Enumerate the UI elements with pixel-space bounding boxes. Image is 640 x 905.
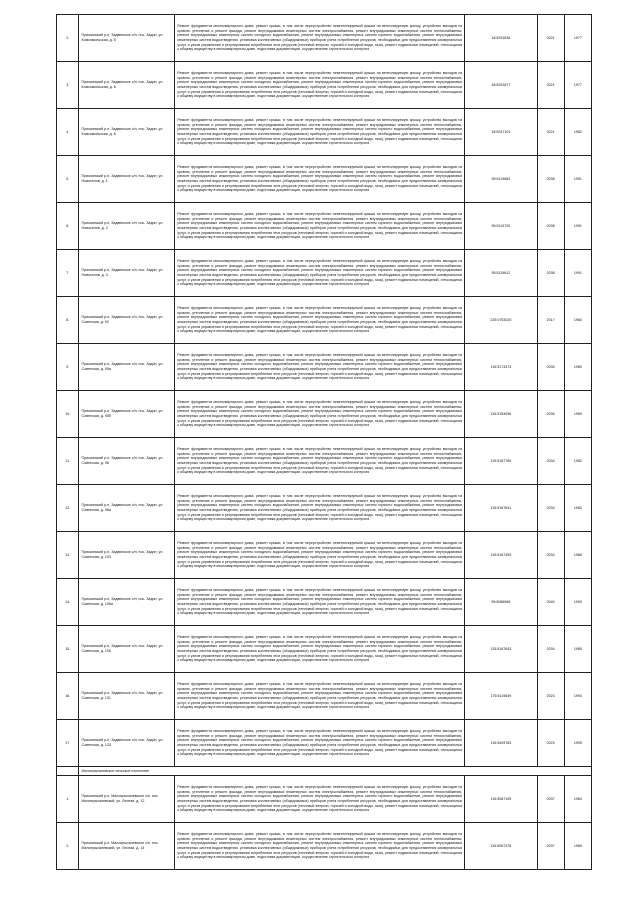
- row-number: 16.: [57, 673, 79, 720]
- row-address: Приокинский р-н, Задвинское с/п, пос. Задин, ул. Комсомольская, д. 5: [79, 15, 175, 62]
- row-planned-year: 2034: [537, 438, 564, 485]
- row-cadastral-number: 115:5187765: [465, 438, 537, 485]
- row-address: Приокинский р-н, Задвинское с/п, пос. Задин, ул. Советская, д. 95а: [79, 344, 175, 391]
- row-work-description: [175, 15, 465, 62]
- row-number: 8.: [57, 297, 79, 344]
- row-address: Приокинский р-н, Задвинское с/п, пос. Задин, ул. Новоселов, д. 1: [79, 156, 175, 203]
- row-number: 12.: [57, 485, 79, 532]
- row-address: Приокинский р-н, Задвинское с/п, пос. Задин, ул. Советская, д. 98а: [79, 485, 175, 532]
- table-row: [57, 391, 592, 438]
- row-number: 6.: [57, 203, 79, 250]
- row-work-description: [175, 579, 465, 626]
- row-build-year: 1977: [564, 62, 591, 109]
- work-text: Ремонт фундамента многоквартирного дома, ремонт крыши, в том числе переустройство невентилируемой крыши на вентилируемую крышу, устройство выходов на кровлю, утепление и ремонт фасада, ремонт внутридомовых инженерных систем электроснабжения, ремонт внутридомовых инженерных систем теплоснабжения, ремонт внутридомовых инженерных систем холодного водоснабжения, ремонт внутридомовых инженерных систем горячего водоснабжения, ремонт внутридомовых инженерных систем водоотведения, установка коллективных (общедомовых) приборов учета потребления ресурсов, необходимых для предоставления коммунальных услуг, и узлов управления и регулирования потребления этих ресурсов (тепловой энергии, горячей и холодной воды, газа), ремонт подвальных помещений, относящихся к общему имуществу в многоквартирном доме, подготовка документации, осуществление строительного контроля: [177, 353, 463, 381]
- row-planned-year: 2038: [537, 203, 564, 250]
- row-number: 14.: [57, 579, 79, 626]
- table-row: [57, 250, 592, 297]
- row-planned-year: 2037: [537, 776, 564, 823]
- row-build-year: 1983: [564, 485, 591, 532]
- row-work-description: [175, 626, 465, 673]
- row-build-year: 1984: [564, 776, 591, 823]
- row-cadastral-number: 95:5119612: [465, 250, 537, 297]
- row-build-year: 1982: [564, 109, 591, 156]
- table-row: [57, 156, 592, 203]
- row-planned-year: 2017: [537, 297, 564, 344]
- work-text: Ремонт фундамента многоквартирного дома, ремонт крыши, в том числе переустройство невентилируемой крыши на вентилируемую крышу, устройство выходов на кровлю, утепление и ремонт фасада, ремонт внутридомовых инженерных систем электроснабжения, ремонт внутридомовых инженерных систем теплоснабжения, ремонт внутридомовых инженерных систем холодного водоснабжения, ремонт внутридомовых инженерных систем горячего водоснабжения, ремонт внутридомовых инженерных систем водоотведения, установка коллективных (общедомовых) приборов учета потребления ресурсов, необходимых для предоставления коммунальных услуг, и узлов управления и регулирования потребления этих ресурсов (тепловой энергии, горячей и холодной воды, газа), ремонт подвальных помещений, относящихся к общему имуществу в многоквартирном доме, подготовка документации, осуществление строительного контроля: [177, 212, 463, 240]
- row-number: 9.: [57, 344, 79, 391]
- work-text: Ремонт фундамента многоквартирного дома, ремонт крыши, в том числе переустройство невентилируемой крыши на вентилируемую крышу, устройство выходов на кровлю, утепление и ремонт фасада, ремонт внутридомовых инженерных систем электроснабжения, ремонт внутридомовых инженерных систем теплоснабжения, ремонт внутридомовых инженерных систем холодного водоснабжения, ремонт внутридомовых инженерных систем горячего водоснабжения, ремонт внутридомовых инженерных систем водоотведения, установка коллективных (общедомовых) приборов учета потребления ресурсов, необходимых для предоставления коммунальных услуг, и узлов управления и регулирования потребления этих ресурсов (тепловой энергии, горячей и холодной воды, газа), ремонт подвальных помещений, относящихся к общему имуществу в многоквартирном доме, подготовка документации, осуществление строительного контроля: [177, 541, 463, 569]
- row-cadastral-number: 95:5086968: [465, 579, 537, 626]
- row-work-description: [175, 203, 465, 250]
- work-text: Ремонт фундамента многоквартирного дома, ремонт крыши, в том числе переустройство невентилируемой крыши на вентилируемую крышу, устройство выходов на кровлю, утепление и ремонт фасада, ремонт внутридомовых инженерных систем электроснабжения, ремонт внутридомовых инженерных систем теплоснабжения, ремонт внутридомовых инженерных систем холодного водоснабжения, ремонт внутридомовых инженерных систем горячего водоснабжения, ремонт внутридомовых инженерных систем водоотведения, установка коллективных (общедомовых) приборов учета потребления ресурсов, необходимых для предоставления коммунальных услуг, и узлов управления и регулирования потребления этих ресурсов (тепловой энергии, горячей и холодной воды, газа), ремонт подвальных помещений, относящихся к общему имуществу в многоквартирном доме, подготовка документации, осуществление строительного контроля: [177, 24, 463, 52]
- row-work-description: [175, 391, 465, 438]
- row-cadastral-number: 18:5247101: [465, 109, 537, 156]
- row-planned-year: 2034: [537, 532, 564, 579]
- row-cadastral-number: 18:5251877: [465, 62, 537, 109]
- row-address: Приокинский р-н, Малоерыхалевское с/п, пос. Малоерыхалевский, ул. Лесная, д. 12: [79, 776, 175, 823]
- row-cadastral-number: 115:5067378: [465, 823, 537, 870]
- work-text: Ремонт фундамента многоквартирного дома, ремонт крыши, в том числе переустройство невентилируемой крыши на вентилируемую крышу, устройство выходов на кровлю, утепление и ремонт фасада, ремонт внутридомовых инженерных систем электроснабжения, ремонт внутридомовых инженерных систем теплоснабжения, ремонт внутридомовых инженерных систем холодного водоснабжения, ремонт внутридомовых инженерных систем горячего водоснабжения, ремонт внутридомовых инженерных систем водоотведения, установка коллективных (общедомовых) приборов учета потребления ресурсов, необходимых для предоставления коммунальных услуг, и узлов управления и регулирования потребления этих ресурсов (тепловой энергии, горячей и холодной воды, газа), ремонт подвальных помещений, относящихся к общему имуществу в многоквартирном доме, подготовка документации, осуществление строительного контроля: [177, 832, 463, 860]
- row-address: Приокинский р-н, Задвинское с/п, пос. Задин, ул. Советская, д. 105а: [79, 579, 175, 626]
- table-body: [57, 15, 592, 870]
- table-row: [57, 776, 592, 823]
- row-cadastral-number: 175:5119849: [465, 673, 537, 720]
- row-number: 10.: [57, 391, 79, 438]
- table-row: [57, 109, 592, 156]
- row-address: Приокинский р-н, Задвинское с/п, пос. Задин, ул. Комсомольская, д. 6: [79, 62, 175, 109]
- table-row: [57, 62, 592, 109]
- row-address: Приокинский р-н, Задвинское с/п, пос. Задин, ул. Советская, д. 131: [79, 673, 175, 720]
- row-number: 13.: [57, 532, 79, 579]
- row-build-year: 1984: [564, 297, 591, 344]
- work-text: Ремонт фундамента многоквартирного дома, ремонт крыши, в том числе переустройство невентилируемой крыши на вентилируемую крышу, устройство выходов на кровлю, утепление и ремонт фасада, ремонт внутридомовых инженерных систем электроснабжения, ремонт внутридомовых инженерных систем теплоснабжения, ремонт внутридомовых инженерных систем холодного водоснабжения, ремонт внутридомовых инженерных систем горячего водоснабжения, ремонт внутридомовых инженерных систем водоотведения, установка коллективных (общедомовых) приборов учета потребления ресурсов, необходимых для предоставления коммунальных услуг, и узлов управления и регулирования потребления этих ресурсов (тепловой энергии, горячей и холодной воды, газа), ремонт подвальных помещений, относящихся к общему имуществу в многоквартирном доме, подготовка документации, осуществление строительного контроля: [177, 635, 463, 663]
- row-work-description: [175, 344, 465, 391]
- row-build-year: 1993: [564, 673, 591, 720]
- work-text: Ремонт фундамента многоквартирного дома, ремонт крыши, в том числе переустройство невентилируемой крыши на вентилируемую крышу, устройство выходов на кровлю, утепление и ремонт фасада, ремонт внутридомовых инженерных систем электроснабжения, ремонт внутридомовых инженерных систем теплоснабжения, ремонт внутридомовых инженерных систем холодного водоснабжения, ремонт внутридомовых инженерных систем горячего водоснабжения, ремонт внутридомовых инженерных систем водоотведения, установка коллективных (общедомовых) приборов учета потребления ресурсов, необходимых для предоставления коммунальных услуг, и узлов управления и регулирования потребления этих ресурсов (тепловой энергии, горячей и холодной воды, газа), ремонт подвальных помещений, относящихся к общему имуществу в многоквартирном доме, подготовка документации, осуществление строительного контроля: [177, 400, 463, 428]
- row-build-year: 1989: [564, 344, 591, 391]
- section-header-row: [57, 767, 592, 776]
- row-work-description: [175, 250, 465, 297]
- table-row: [57, 15, 592, 62]
- row-planned-year: 2038: [537, 156, 564, 203]
- row-build-year: 1977: [564, 15, 591, 62]
- work-text: Ремонт фундамента многоквартирного дома, ремонт крыши, в том числе переустройство невентилируемой крыши на вентилируемую крышу, устройство выходов на кровлю, утепление и ремонт фасада, ремонт внутридомовых инженерных систем электроснабжения, ремонт внутридомовых инженерных систем теплоснабжения, ремонт внутридомовых инженерных систем холодного водоснабжения, ремонт внутридомовых инженерных систем горячего водоснабжения, ремонт внутридомовых инженерных систем водоотведения, установка коллективных (общедомовых) приборов учета потребления ресурсов, необходимых для предоставления коммунальных услуг, и узлов управления и регулирования потребления этих ресурсов (тепловой энергии, горячей и холодной воды, газа), ремонт подвальных помещений, относящихся к общему имуществу в многоквартирном доме, подготовка документации, осуществление строительного контроля: [177, 118, 463, 146]
- row-planned-year: 2021: [537, 62, 564, 109]
- table-row: [57, 203, 592, 250]
- row-address: Приокинский р-н, Задвинское с/п, пос. Задин, ул. Новоселов, д. 2: [79, 203, 175, 250]
- row-build-year: 1991: [564, 156, 591, 203]
- work-text: Ремонт фундамента многоквартирного дома, ремонт крыши, в том числе переустройство невентилируемой крыши на вентилируемую крышу, устройство выходов на кровлю, утепление и ремонт фасада, ремонт внутридомовых инженерных систем электроснабжения, ремонт внутридомовых инженерных систем теплоснабжения, ремонт внутридомовых инженерных систем холодного водоснабжения, ремонт внутридомовых инженерных систем горячего водоснабжения, ремонт внутридомовых инженерных систем водоотведения, установка коллективных (общедомовых) приборов учета потребления ресурсов, необходимых для предоставления коммунальных услуг, и узлов управления и регулирования потребления этих ресурсов (тепловой энергии, горячей и холодной воды, газа), ремонт подвальных помещений, относящихся к общему имуществу в многоквартирном доме, подготовка документации, осуществление строительного контроля: [177, 165, 463, 193]
- row-number: 15.: [57, 626, 79, 673]
- table-row: [57, 823, 592, 870]
- row-build-year: 1989: [564, 391, 591, 438]
- row-planned-year: 2021: [537, 15, 564, 62]
- row-work-description: [175, 720, 465, 767]
- work-text: Ремонт фундамента многоквартирного дома, ремонт крыши, в том числе переустройство невентилируемой крыши на вентилируемую крышу, устройство выходов на кровлю, утепление и ремонт фасада, ремонт внутридомовых инженерных систем электроснабжения, ремонт внутридомовых инженерных систем теплоснабжения, ремонт внутридомовых инженерных систем холодного водоснабжения, ремонт внутридомовых инженерных систем горячего водоснабжения, ремонт внутридомовых инженерных систем водоотведения, установка коллективных (общедомовых) приборов учета потребления ресурсов, необходимых для предоставления коммунальных услуг, и узлов управления и регулирования потребления этих ресурсов (тепловой энергии, горячей и холодной воды, газа), ремонт подвальных помещений, относящихся к общему имуществу в многоквартирном доме, подготовка документации, осуществление строительного контроля: [177, 494, 463, 522]
- row-work-description: [175, 438, 465, 485]
- row-cadastral-number: 18:5251836: [465, 15, 537, 62]
- table-row: [57, 720, 592, 767]
- table-row: [57, 485, 592, 532]
- row-work-description: [175, 109, 465, 156]
- work-text: Ремонт фундамента многоквартирного дома, ремонт крыши, в том числе переустройство невентилируемой крыши на вентилируемую крышу, устройство выходов на кровлю, утепление и ремонт фасада, ремонт внутридомовых инженерных систем электроснабжения, ремонт внутридомовых инженерных систем теплоснабжения, ремонт внутридомовых инженерных систем холодного водоснабжения, ремонт внутридомовых инженерных систем горячего водоснабжения, ремонт внутридомовых инженерных систем водоотведения, установка коллективных (общедомовых) приборов учета потребления ресурсов, необходимых для предоставления коммунальных услуг, и узлов управления и регулирования потребления этих ресурсов (тепловой энергии, горячей и холодной воды, газа), ремонт подвальных помещений, относящихся к общему имуществу в многоквартирном доме, подготовка документации, осуществление строительного контроля: [177, 259, 463, 287]
- row-address: Приокинский р-н, Задвинское с/п, пос. Задин, ул. Комсомольская, д. 8: [79, 109, 175, 156]
- row-planned-year: 2034: [537, 485, 564, 532]
- row-address: Приокинский р-н, Задвинское с/п, пос. Задин, ул. Советская, д. 92: [79, 297, 175, 344]
- row-planned-year: 2034: [537, 626, 564, 673]
- row-build-year: 1991: [564, 250, 591, 297]
- row-build-year: 1982: [564, 438, 591, 485]
- row-work-description: [175, 776, 465, 823]
- row-cadastral-number: 115:5187459: [465, 532, 537, 579]
- row-number: 1.: [57, 776, 79, 823]
- row-build-year: 1991: [564, 203, 591, 250]
- table-row: [57, 438, 592, 485]
- row-planned-year: 2023: [537, 720, 564, 767]
- row-address: Приокинский р-н, Задвинское с/п, пос. Задин, ул. Советская, д. 95б: [79, 391, 175, 438]
- work-text: Ремонт фундамента многоквартирного дома, ремонт крыши, в том числе переустройство невентилируемой крыши на вентилируемую крышу, устройство выходов на кровлю, утепление и ремонт фасада, ремонт внутридомовых инженерных систем электроснабжения, ремонт внутридомовых инженерных систем теплоснабжения, ремонт внутридомовых инженерных систем холодного водоснабжения, ремонт внутридомовых инженерных систем горячего водоснабжения, ремонт внутридомовых инженерных систем водоотведения, установка коллективных (общедомовых) приборов учета потребления ресурсов, необходимых для предоставления коммунальных услуг, и узлов управления и регулирования потребления этих ресурсов (тепловой энергии, горячей и холодной воды, газа), ремонт подвальных помещений, относящихся к общему имуществу в многоквартирном доме, подготовка документации, осуществление строительного контроля: [177, 447, 463, 475]
- row-cadastral-number: 225:0753025: [465, 297, 537, 344]
- row-cadastral-number: 95:5119725: [465, 203, 537, 250]
- row-planned-year: 2021: [537, 109, 564, 156]
- row-number: 2.: [57, 823, 79, 870]
- row-address: Приокинский р-н, Задвинское с/п, пос. Задин, ул. Советская, д. 103: [79, 532, 175, 579]
- row-number: 5.: [57, 156, 79, 203]
- row-work-description: [175, 673, 465, 720]
- row-build-year: 1985: [564, 626, 591, 673]
- row-cadastral-number: 95:5119683: [465, 156, 537, 203]
- row-number: 7.: [57, 250, 79, 297]
- row-planned-year: 2023: [537, 673, 564, 720]
- row-address: Приокинский р-н, Задвинское с/п, пос. Задин, ул. Советская, д. 98: [79, 438, 175, 485]
- section-number-cell: [57, 767, 79, 776]
- row-build-year: 1993: [564, 579, 591, 626]
- row-planned-year: 2038: [537, 250, 564, 297]
- row-number: 2.: [57, 15, 79, 62]
- row-planned-year: 2035: [537, 391, 564, 438]
- row-planned-year: 2040: [537, 579, 564, 626]
- table-row: [57, 344, 592, 391]
- row-work-description: [175, 485, 465, 532]
- row-cadastral-number: 115:5167643: [465, 626, 537, 673]
- row-work-description: [175, 823, 465, 870]
- row-address: Приокинский р-н, Задвинское с/п, пос. Задин, ул. Советская, д. 106: [79, 626, 175, 673]
- row-number: 11.: [57, 438, 79, 485]
- row-planned-year: 2037: [537, 823, 564, 870]
- housing-register-table: [56, 14, 592, 870]
- row-cadastral-number: 115:5187641: [465, 485, 537, 532]
- row-address: Приокинский р-н, Малоерыхалевское с/п, пос. Малоерыхалевский, ул. Лесная, д. 14: [79, 823, 175, 870]
- row-build-year: 1986: [564, 532, 591, 579]
- row-number: 4.: [57, 109, 79, 156]
- work-text: Ремонт фундамента многоквартирного дома, ремонт крыши, в том числе переустройство невентилируемой крыши на вентилируемую крышу, устройство выходов на кровлю, утепление и ремонт фасада, ремонт внутридомовых инженерных систем электроснабжения, ремонт внутридомовых инженерных систем теплоснабжения, ремонт внутридомовых инженерных систем холодного водоснабжения, ремонт внутридомовых инженерных систем горячего водоснабжения, ремонт внутридомовых инженерных систем водоотведения, установка коллективных (общедомовых) приборов учета потребления ресурсов, необходимых для предоставления коммунальных услуг, и узлов управления и регулирования потребления этих ресурсов (тепловой энергии, горячей и холодной воды, газа), ремонт подвальных помещений, относящихся к общему имуществу в многоквартирном доме, подготовка документации, осуществление строительного контроля: [177, 71, 463, 99]
- work-text: Ремонт фундамента многоквартирного дома, ремонт крыши, в том числе переустройство невентилируемой крыши на вентилируемую крышу, устройство выходов на кровлю, утепление и ремонт фасада, ремонт внутридомовых инженерных систем электроснабжения, ремонт внутридомовых инженерных систем теплоснабжения, ремонт внутридомовых инженерных систем холодного водоснабжения, ремонт внутридомовых инженерных систем горячего водоснабжения, ремонт внутридомовых инженерных систем водоотведения, установка коллективных (общедомовых) приборов учета потребления ресурсов, необходимых для предоставления коммунальных услуг, и узлов управления и регулирования потребления этих ресурсов (тепловой энергии, горячей и холодной воды, газа), ремонт подвальных помещений, относящихся к общему имуществу в многоквартирном доме, подготовка документации, осуществление строительного контроля: [177, 306, 463, 334]
- row-address: Приокинский р-н, Задвинское с/п, пос. Задин, ул. Новоселов, д. 3: [79, 250, 175, 297]
- work-text: Ремонт фундамента многоквартирного дома, ремонт крыши, в том числе переустройство невентилируемой крыши на вентилируемую крышу, устройство выходов на кровлю, утепление и ремонт фасада, ремонт внутридомовых инженерных систем электроснабжения, ремонт внутридомовых инженерных систем теплоснабжения, ремонт внутридомовых инженерных систем холодного водоснабжения, ремонт внутридомовых инженерных систем горячего водоснабжения, ремонт внутридомовых инженерных систем водоотведения, установка коллективных (общедомовых) приборов учета потребления ресурсов, необходимых для предоставления коммунальных услуг, и узлов управления и регулирования потребления этих ресурсов (тепловой энергии, горячей и холодной воды, газа), ремонт подвальных помещений, относящихся к общему имуществу в многоквартирном доме, подготовка документации, осуществление строительного контроля: [177, 682, 463, 710]
- table-row: [57, 532, 592, 579]
- row-cadastral-number: 115:5409783: [465, 720, 537, 767]
- row-address: Приокинский р-н, Задвинское с/п, пос. Задин, ул. Советская, д. 133: [79, 720, 175, 767]
- row-work-description: [175, 156, 465, 203]
- work-text: Ремонт фундамента многоквартирного дома, ремонт крыши, в том числе переустройство невентилируемой крыши на вентилируемую крышу, устройство выходов на кровлю, утепление и ремонт фасада, ремонт внутридомовых инженерных систем электроснабжения, ремонт внутридомовых инженерных систем теплоснабжения, ремонт внутридомовых инженерных систем холодного водоснабжения, ремонт внутридомовых инженерных систем горячего водоснабжения, ремонт внутридомовых инженерных систем водоотведения, установка коллективных (общедомовых) приборов учета потребления ресурсов, необходимых для предоставления коммунальных услуг, и узлов управления и регулирования потребления этих ресурсов (тепловой энергии, горячей и холодной воды, газа), ремонт подвальных помещений, относящихся к общему имуществу в многоквартирном доме, подготовка документации, осуществление строительного контроля: [177, 729, 463, 757]
- row-work-description: [175, 297, 465, 344]
- table-row: [57, 673, 592, 720]
- row-cadastral-number: 115:5154096: [465, 391, 537, 438]
- work-text: Ремонт фундамента многоквартирного дома, ремонт крыши, в том числе переустройство невентилируемой крыши на вентилируемую крышу, устройство выходов на кровлю, утепление и ремонт фасада, ремонт внутридомовых инженерных систем электроснабжения, ремонт внутридомовых инженерных систем теплоснабжения, ремонт внутридомовых инженерных систем холодного водоснабжения, ремонт внутридомовых инженерных систем горячего водоснабжения, ремонт внутридомовых инженерных систем водоотведения, установка коллективных (общедомовых) приборов учета потребления ресурсов, необходимых для предоставления коммунальных услуг, и узлов управления и регулирования потребления этих ресурсов (тепловой энергии, горячей и холодной воды, газа), ремонт подвальных помещений, относящихся к общему имуществу в многоквартирном доме, подготовка документации, осуществление строительного контроля: [177, 588, 463, 616]
- row-build-year: 1985: [564, 823, 591, 870]
- table-row: [57, 626, 592, 673]
- row-cadastral-number: 115:5087195: [465, 776, 537, 823]
- row-number: 17.: [57, 720, 79, 767]
- table-row: [57, 579, 592, 626]
- row-build-year: 1995: [564, 720, 591, 767]
- table-row: [57, 297, 592, 344]
- section-title: Малоерыхалевское сельское поселение: [79, 767, 592, 776]
- row-number: 3.: [57, 62, 79, 109]
- row-cadastral-number: 115:5173373: [465, 344, 537, 391]
- row-work-description: [175, 532, 465, 579]
- row-work-description: [175, 62, 465, 109]
- row-planned-year: 2035: [537, 344, 564, 391]
- work-text: Ремонт фундамента многоквартирного дома, ремонт крыши, в том числе переустройство невентилируемой крыши на вентилируемую крышу, устройство выходов на кровлю, утепление и ремонт фасада, ремонт внутридомовых инженерных систем электроснабжения, ремонт внутридомовых инженерных систем теплоснабжения, ремонт внутридомовых инженерных систем холодного водоснабжения, ремонт внутридомовых инженерных систем горячего водоснабжения, ремонт внутридомовых инженерных систем водоотведения, установка коллективных (общедомовых) приборов учета потребления ресурсов, необходимых для предоставления коммунальных услуг, и узлов управления и регулирования потребления этих ресурсов (тепловой энергии, горячей и холодной воды, газа), ремонт подвальных помещений, относящихся к общему имуществу в многоквартирном доме, подготовка документации, осуществление строительного контроля: [177, 785, 463, 813]
